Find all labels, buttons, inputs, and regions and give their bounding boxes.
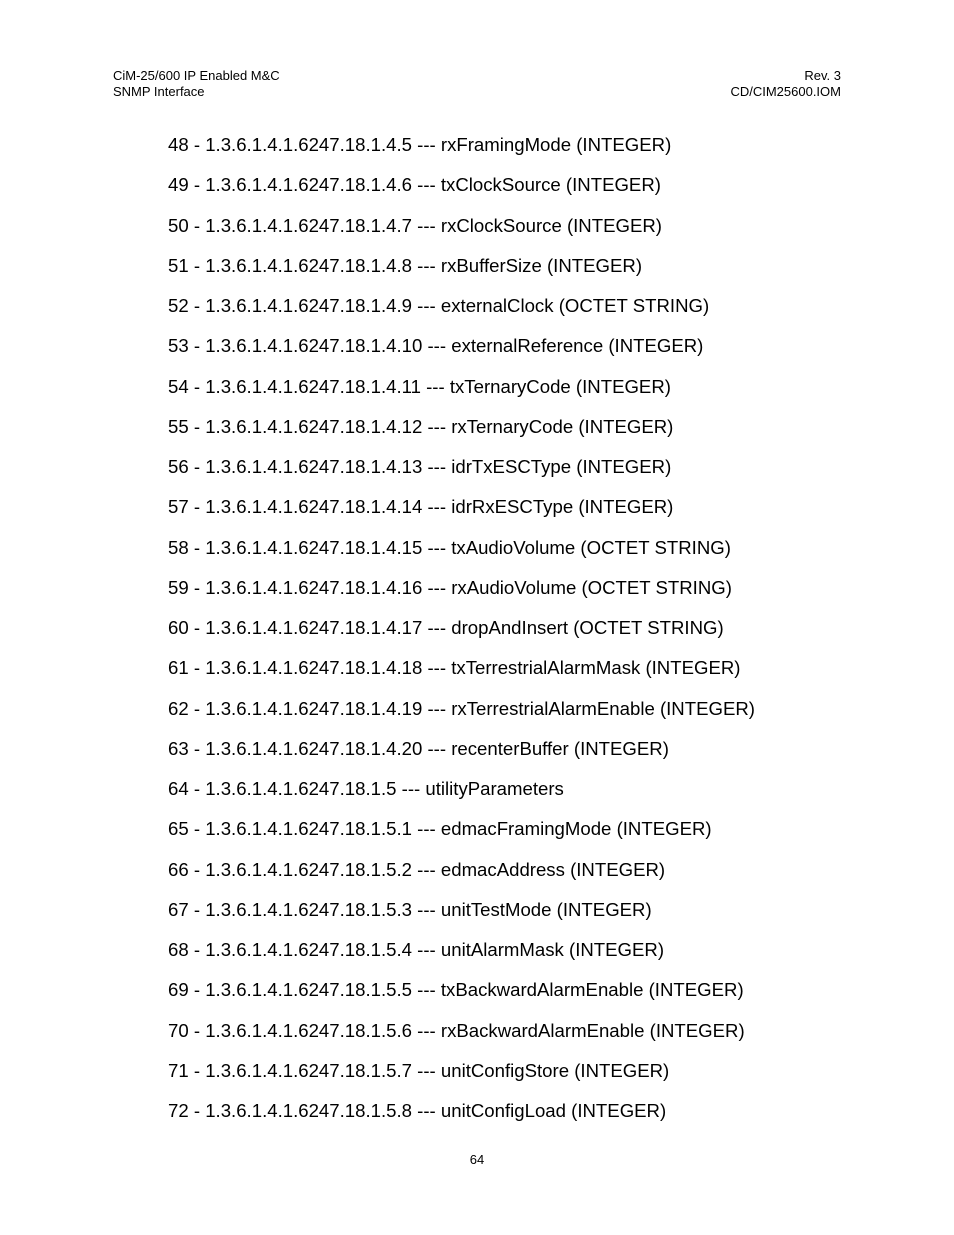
oid-entry: 59 - 1.3.6.1.4.1.6247.18.1.4.16 --- rxAudioVolume (OCTET STRING) bbox=[168, 576, 732, 598]
oid-entry: 68 - 1.3.6.1.4.1.6247.18.1.5.4 --- unitAlarmMask (INTEGER) bbox=[168, 939, 665, 960]
oid-list bbox=[168, 133, 755, 1139]
oid-entry: 63 - 1.3.6.1.4.1.6247.18.1.4.20 --- recenterBuffer (INTEGER) bbox=[168, 737, 669, 759]
oid-entry: 55 - 1.3.6.1.4.1.6247.18.1.4.12 --- rxTernaryCode (INTEGER) bbox=[168, 415, 674, 437]
oid-entry: 66 - 1.3.6.1.4.1.6247.18.1.5.2 --- edmacAddress (INTEGER) bbox=[168, 858, 666, 880]
document-section-title: SNMP Interface bbox=[113, 84, 205, 99]
document-revision-block bbox=[730, 68, 841, 100]
oid-entry: 53 - 1.3.6.1.4.1.6247.18.1.4.10 --- externalReference (INTEGER) bbox=[168, 335, 704, 357]
oid-entry: 48 - 1.3.6.1.4.1.6247.18.1.4.5 --- rxFramingMode (INTEGER) bbox=[168, 134, 672, 155]
oid-entry: 70 - 1.3.6.1.4.1.6247.18.1.5.6 --- rxBackwardAlarmEnable (INTEGER) bbox=[168, 1019, 745, 1041]
document-product-title: CiM-25/600 IP Enabled M&C bbox=[113, 68, 280, 83]
page-header bbox=[113, 68, 841, 102]
oid-entry: 60 - 1.3.6.1.4.1.6247.18.1.4.17 --- dropAndInsert (OCTET STRING) bbox=[168, 617, 724, 638]
oid-entry: 71 - 1.3.6.1.4.1.6247.18.1.5.7 --- unitConfigStore (INTEGER) bbox=[168, 1059, 670, 1081]
page-number: 64 bbox=[469, 1152, 485, 1167]
oid-entry: 54 - 1.3.6.1.4.1.6247.18.1.4.11 --- txTernaryCode (INTEGER) bbox=[168, 375, 671, 397]
document-title-block bbox=[113, 68, 280, 100]
oid-entry: 49 - 1.3.6.1.4.1.6247.18.1.4.6 --- txClockSource (INTEGER) bbox=[168, 174, 661, 196]
oid-entry: 64 - 1.3.6.1.4.1.6247.18.1.5 --- utilityParameters bbox=[168, 778, 564, 799]
oid-entry: 67 - 1.3.6.1.4.1.6247.18.1.5.3 --- unitTestMode (INTEGER) bbox=[168, 898, 652, 920]
oid-entry: 62 - 1.3.6.1.4.1.6247.18.1.4.19 --- rxTerrestrialAlarmEnable (INTEGER) bbox=[168, 697, 755, 719]
oid-entry: 56 - 1.3.6.1.4.1.6247.18.1.4.13 --- idrTxESCType (INTEGER) bbox=[168, 456, 672, 477]
document-code: CD/CIM25600.IOM bbox=[730, 84, 841, 99]
oid-entry: 72 - 1.3.6.1.4.1.6247.18.1.5.8 --- unitConfigLoad (INTEGER) bbox=[168, 1100, 667, 1121]
oid-entry: 61 - 1.3.6.1.4.1.6247.18.1.4.18 --- txTerrestrialAlarmMask (INTEGER) bbox=[168, 657, 741, 679]
oid-entry: 69 - 1.3.6.1.4.1.6247.18.1.5.5 --- txBackwardAlarmEnable (INTEGER) bbox=[168, 979, 744, 1001]
oid-entry: 52 - 1.3.6.1.4.1.6247.18.1.4.9 --- externalClock (OCTET STRING) bbox=[168, 295, 710, 316]
oid-entry: 65 - 1.3.6.1.4.1.6247.18.1.5.1 --- edmacFramingMode (INTEGER) bbox=[168, 818, 712, 840]
oid-entry: 57 - 1.3.6.1.4.1.6247.18.1.4.14 --- idrRxESCType (INTEGER) bbox=[168, 496, 674, 518]
oid-entry: 51 - 1.3.6.1.4.1.6247.18.1.4.8 --- rxBufferSize (INTEGER) bbox=[168, 254, 643, 276]
document-revision: Rev. 3 bbox=[804, 68, 841, 83]
oid-entry: 58 - 1.3.6.1.4.1.6247.18.1.4.15 --- txAudioVolume (OCTET STRING) bbox=[168, 536, 731, 558]
oid-entry: 50 - 1.3.6.1.4.1.6247.18.1.4.7 --- rxClockSource (INTEGER) bbox=[168, 214, 662, 236]
